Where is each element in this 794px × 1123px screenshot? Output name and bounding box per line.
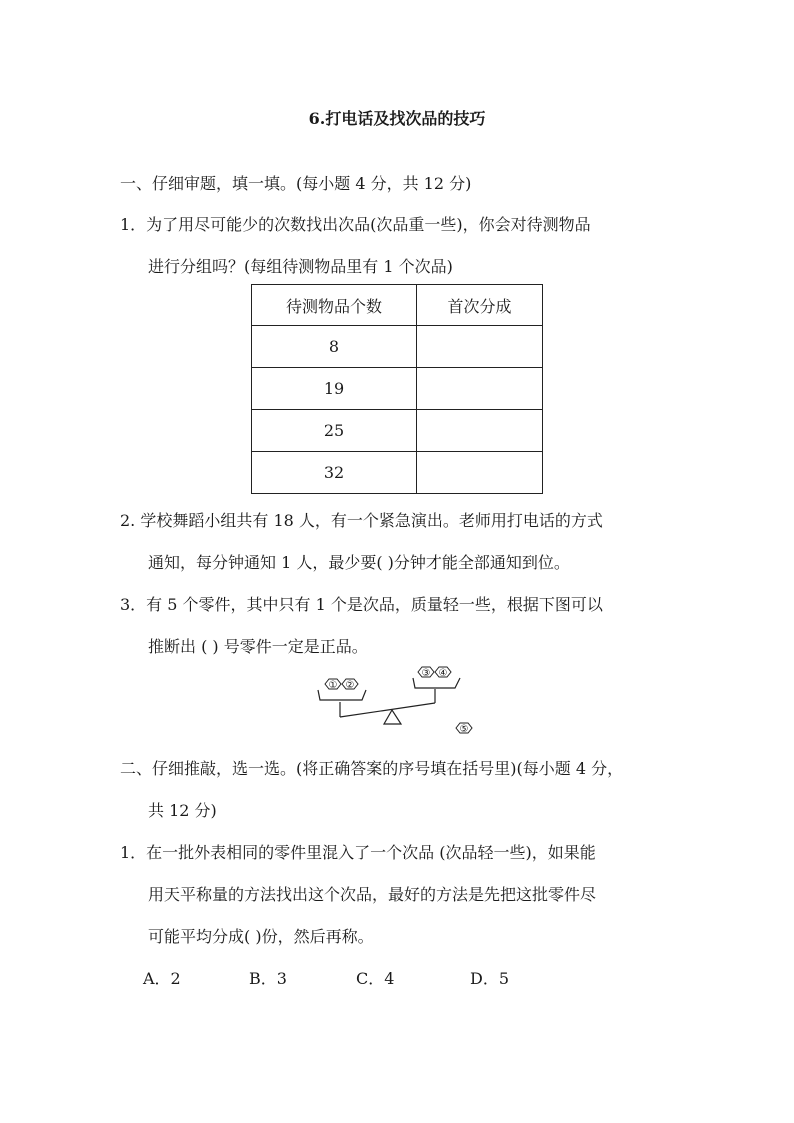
table-cell-count: 32 bbox=[252, 452, 417, 494]
q3-text-line2: 推断出 ( ) 号零件一定是正品。 bbox=[148, 637, 368, 656]
part-1-label: ① bbox=[328, 680, 338, 691]
part-4-label: ④ bbox=[438, 668, 448, 679]
table-cell-count: 8 bbox=[252, 326, 417, 368]
table-header-count: 待测物品个数 bbox=[252, 285, 417, 326]
table-cell-answer[interactable] bbox=[417, 368, 543, 410]
s2q1-text-line2: 用天平称量的方法找出这个次品，最好的方法是先把这批零件尽 bbox=[148, 885, 597, 904]
section2-heading-line2: 共 12 分) bbox=[148, 801, 217, 820]
part-2-label: ② bbox=[345, 680, 355, 691]
option-a[interactable]: A．2 bbox=[143, 969, 181, 988]
test-items-table bbox=[251, 284, 543, 494]
option-c[interactable]: C．4 bbox=[356, 969, 395, 988]
s2q1-text-line1: 1．在一批外表相同的零件里混入了一个次品 (次品轻一些)，如果能 bbox=[120, 843, 596, 862]
balance-scale-figure bbox=[300, 662, 500, 742]
part-3-label: ③ bbox=[421, 668, 431, 679]
q3-text-line1: 3．有 5 个零件，其中只有 1 个是次品，质量轻一些，根据下图可以 bbox=[120, 595, 603, 614]
table-cell-count: 25 bbox=[252, 410, 417, 452]
table-cell-answer[interactable] bbox=[417, 410, 543, 452]
table-cell-answer[interactable] bbox=[417, 452, 543, 494]
table-row bbox=[252, 452, 543, 494]
table-row bbox=[252, 410, 543, 452]
left-pan bbox=[318, 690, 366, 700]
s2q1-text-line3: 可能平均分成( )份，然后再称。 bbox=[148, 927, 374, 946]
option-b[interactable]: B．3 bbox=[249, 969, 287, 988]
right-pan bbox=[413, 678, 460, 688]
section2-heading-line1: 二、仔细推敲，选一选。(将正确答案的序号填在括号里)(每小题 4 分， bbox=[120, 759, 624, 778]
table-row bbox=[252, 326, 543, 368]
balance-beam bbox=[340, 703, 435, 717]
table-header-first-split: 首次分成 bbox=[417, 285, 543, 326]
q1-text-line2: 进行分组吗？(每组待测物品里有 1 个次品) bbox=[148, 257, 453, 276]
table-row bbox=[252, 368, 543, 410]
table-cell-answer[interactable] bbox=[417, 326, 543, 368]
fulcrum-icon bbox=[384, 710, 401, 724]
table-header-row bbox=[252, 285, 543, 326]
page-title: 6.打电话及找次品的技巧 bbox=[308, 109, 486, 128]
option-d[interactable]: D．5 bbox=[470, 969, 510, 988]
q2-text-line2: 通知，每分钟通知 1 人，最少要( )分钟才能全部通知到位。 bbox=[148, 553, 570, 572]
table-cell-count: 19 bbox=[252, 368, 417, 410]
q1-text-line1: 1．为了用尽可能少的次数找出次品(次品重一些)，你会对待测物品 bbox=[120, 215, 591, 234]
q2-text-line1: 2. 学校舞蹈小组共有 18 人，有一个紧急演出。老师用打电话的方式 bbox=[120, 511, 603, 530]
part-5-label: ⑤ bbox=[459, 724, 469, 735]
section1-heading: 一、仔细审题，填一填。(每小题 4 分，共 12 分) bbox=[120, 174, 472, 193]
